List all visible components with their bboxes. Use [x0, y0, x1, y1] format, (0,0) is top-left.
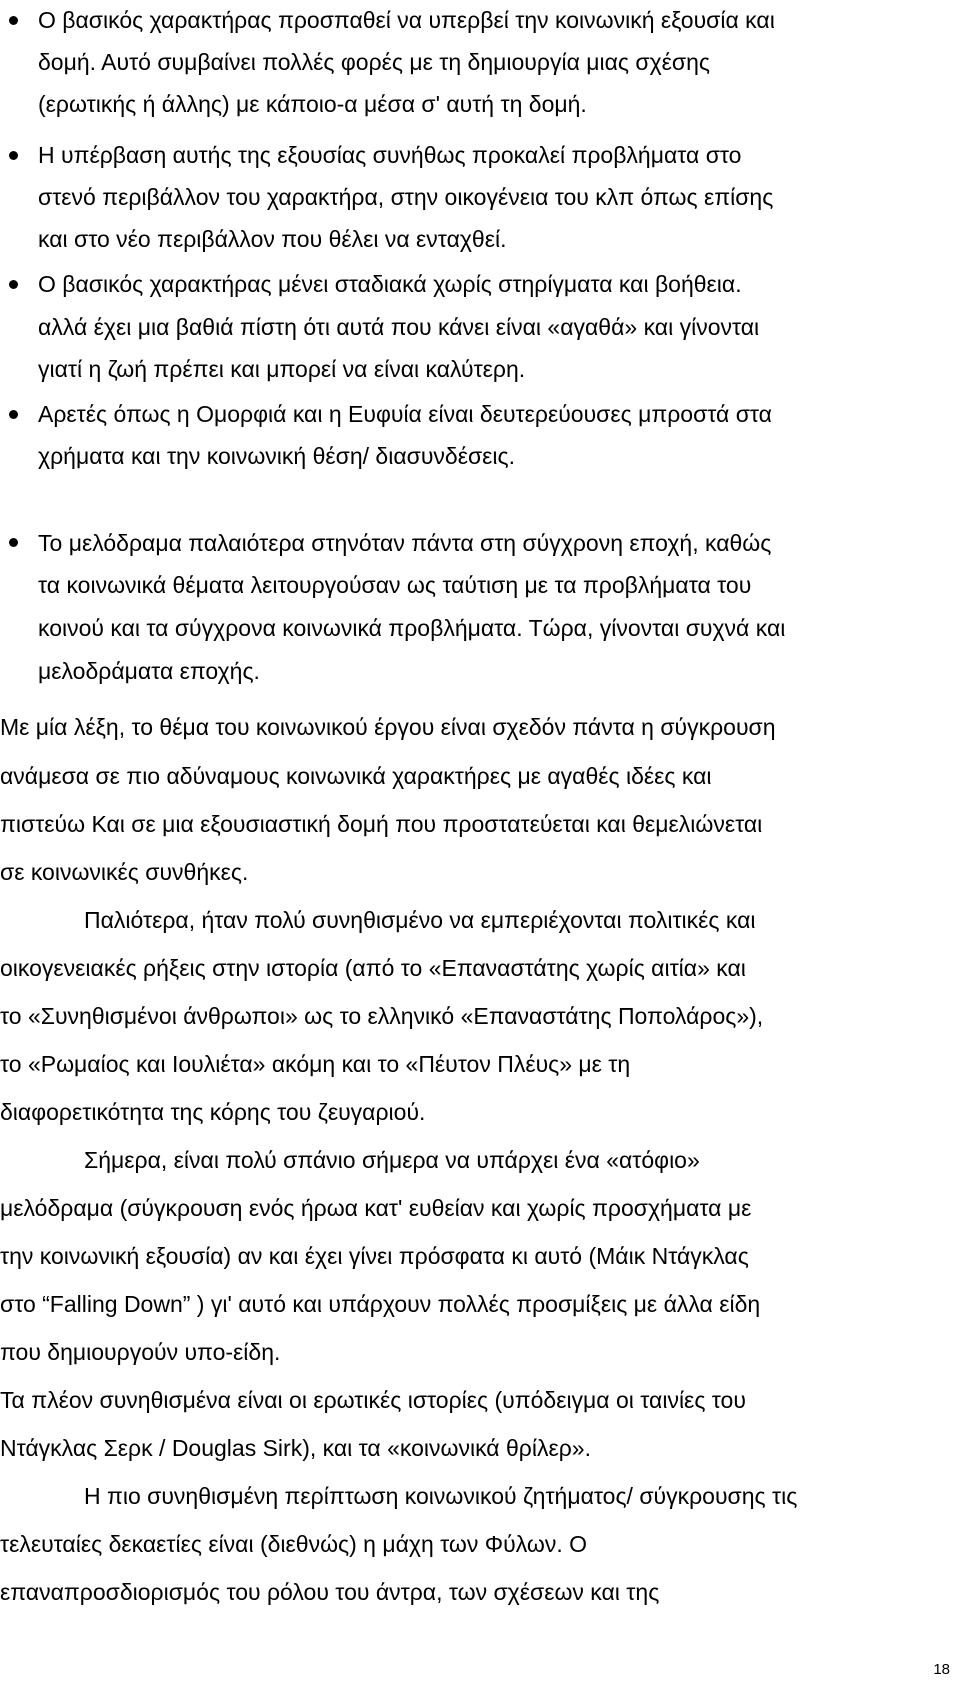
text-line: μελόδραμα (σύγκρουση ενός ήρωα κατ' ευθείαν και χωρίς προσχήματα με — [0, 1195, 752, 1221]
text-line: επαναπροσδιορισμός του ρόλου του άντρα, των σχέσεων και της — [0, 1579, 660, 1605]
page-number: 18 — [933, 1661, 950, 1678]
text-line: Ο βασικός χαρακτήρας προσπαθεί να υπερβεί την κοινωνική εξουσία και — [38, 7, 775, 33]
text-line: Ντάγκλας Σερκ / Douglas Sirk), και τα «κοινωνικά θρίλερ». — [0, 1435, 591, 1461]
text-line: τα κοινωνικά θέματα λειτουργούσαν ως ταύτιση με τα προβλήματα του — [38, 572, 752, 598]
text-line: Με μία λέξη, το θέμα του κοινωνικού έργου είναι σχεδόν πάντα η σύγκρουση — [0, 714, 776, 740]
text-line: (ερωτικής ή άλλης) με κάποιο-α μέσα σ' αυτή τη δομή. — [38, 91, 587, 117]
text-line: χρήματα και την κοινωνική θέση/ διασυνδέσεις. — [38, 443, 515, 469]
text-line: Το μελόδραμα παλαιότερα στηνόταν πάντα στη σύγχρονη εποχή, καθώς — [38, 530, 772, 556]
text-line: Η υπέρβαση αυτής της εξουσίας συνήθως προκαλεί προβλήματα στο — [38, 142, 742, 168]
text-line: αλλά έχει μια βαθιά πίστη ότι αυτά που κάνει είναι «αγαθά» και γίνονται — [38, 314, 760, 340]
bullet-dot — [9, 16, 18, 25]
text-line: Η πιο συνηθισμένη περίπτωση κοινωνικού ζητήματος/ σύγκρουσης τις — [84, 1483, 798, 1509]
text-line: οικογενειακές ρήξεις στην ιστορία (από το «Επαναστάτης χωρίς αιτία» και — [0, 955, 746, 981]
text-line: την κοινωνική εξουσία) αν και έχει γίνει πρόσφατα κι αυτό (Μάικ Ντάγκλας — [0, 1243, 749, 1269]
text-line: κοινού και τα σύγχρονα κοινωνικά προβλήματα. Τώρα, γίνονται συχνά και — [38, 615, 786, 641]
bullet-dot — [9, 410, 18, 419]
text-line: και στο νέο περιβάλλον που θέλει να ενταχθεί. — [38, 226, 507, 252]
text-line: που δημιουργούν υπο-είδη. — [0, 1339, 281, 1365]
text-line: Παλιότερα, ήταν πολύ συνηθισμένο να εμπεριέχονται πολιτικές και — [84, 907, 756, 933]
bullet-dot — [9, 151, 18, 160]
bullet-dot — [9, 280, 18, 289]
text-line: σε κοινωνικές συνθήκες. — [0, 859, 249, 885]
text-line: διαφορετικότητα της κόρης του ζευγαριού. — [0, 1099, 426, 1125]
text-line: Αρετές όπως η Ομορφιά και η Ευφυία είναι δευτερεύουσες μπροστά στα — [38, 401, 772, 427]
text-line: το «Συνηθισμένοι άνθρωποι» ως το ελληνικό «Επαναστάτης Ποπολάρος»), — [0, 1003, 764, 1029]
text-line: στενό περιβάλλον του χαρακτήρα, στην οικογένεια του κλπ όπως επίσης — [38, 184, 774, 210]
text-line: δομή. Αυτό συμβαίνει πολλές φορές με τη δημιουργία μιας σχέσης — [38, 49, 710, 75]
text-line: τελευταίες δεκαετίες είναι (διεθνώς) η μάχη των Φύλων. Ο — [0, 1531, 587, 1557]
text-line: μελοδράματα εποχής. — [38, 658, 260, 684]
text-line: στο “Falling Down” ) γι' αυτό και υπάρχουν πολλές προσμίξεις με άλλα είδη — [0, 1291, 761, 1317]
text-line: Σήμερα, είναι πολύ σπάνιο σήμερα να υπάρχει ένα «ατόφιο» — [84, 1147, 700, 1173]
text-line: γιατί η ζωή πρέπει και μπορεί να είναι καλύτερη. — [38, 356, 526, 382]
text-line: το «Ρωμαίος και Ιουλιέτα» ακόμη και το «Πέυτον Πλέυς» με τη — [0, 1051, 631, 1077]
text-line: ανάμεσα σε πιο αδύναμους κοινωνικά χαρακτήρες με αγαθές ιδέες και — [0, 763, 712, 789]
text-line: Ο βασικός χαρακτήρας μένει σταδιακά χωρίς στηρίγματα και βοήθεια. — [38, 271, 742, 297]
bullet-dot — [9, 538, 18, 547]
text-line: πιστεύω Και σε μια εξουσιαστική δομή που προστατεύεται και θεμελιώνεται — [0, 811, 763, 837]
text-line: Τα πλέον συνηθισμένα είναι οι ερωτικές ιστορίες (υπόδειγμα οι ταινίες του — [0, 1387, 746, 1413]
